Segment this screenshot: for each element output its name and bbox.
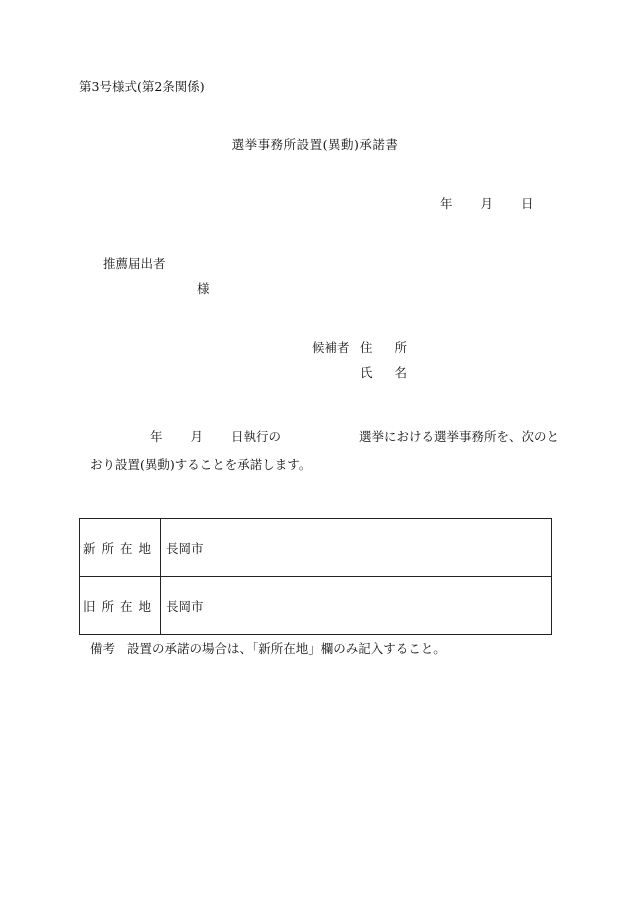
- table-row: [80, 519, 552, 577]
- body-month: 月: [190, 429, 204, 444]
- body-year: 年: [150, 429, 163, 444]
- body-line-2: おり設置(異動)することを承諾します。: [90, 457, 312, 472]
- body-line-1-date: [150, 431, 281, 444]
- remarks: [90, 643, 446, 656]
- old-location-value: 長岡市: [161, 577, 552, 635]
- remarks-text: 設置の承諾の場合は、「新所在地」欄のみ記入すること。: [127, 641, 446, 656]
- submitter-label: 推薦届出者: [103, 256, 166, 271]
- date-year: 年: [440, 196, 453, 211]
- body-line-1-election: 選挙における選挙事務所を、次のと: [359, 429, 560, 444]
- document-title: 選挙事務所設置(異動)承諾書: [231, 137, 399, 152]
- candidate-name-label: 氏 名: [360, 365, 416, 380]
- table-row: [80, 577, 552, 635]
- new-location-value: 長岡市: [161, 519, 552, 577]
- candidate-label: 候補者: [312, 340, 350, 355]
- honorific: 様: [197, 281, 210, 296]
- date-day: 日: [521, 196, 534, 211]
- candidate-address-label: 住 所: [360, 340, 416, 355]
- new-location-label: 新所在地: [80, 519, 161, 577]
- remarks-label: 備考: [90, 641, 116, 656]
- form-number: 第3号様式(第2条関係): [79, 79, 205, 94]
- date-line: [440, 198, 534, 211]
- old-location-label: 旧所在地: [80, 577, 161, 635]
- date-month: 月: [480, 196, 494, 211]
- body-day-enforced: 日執行の: [231, 429, 282, 444]
- location-table: [79, 518, 552, 635]
